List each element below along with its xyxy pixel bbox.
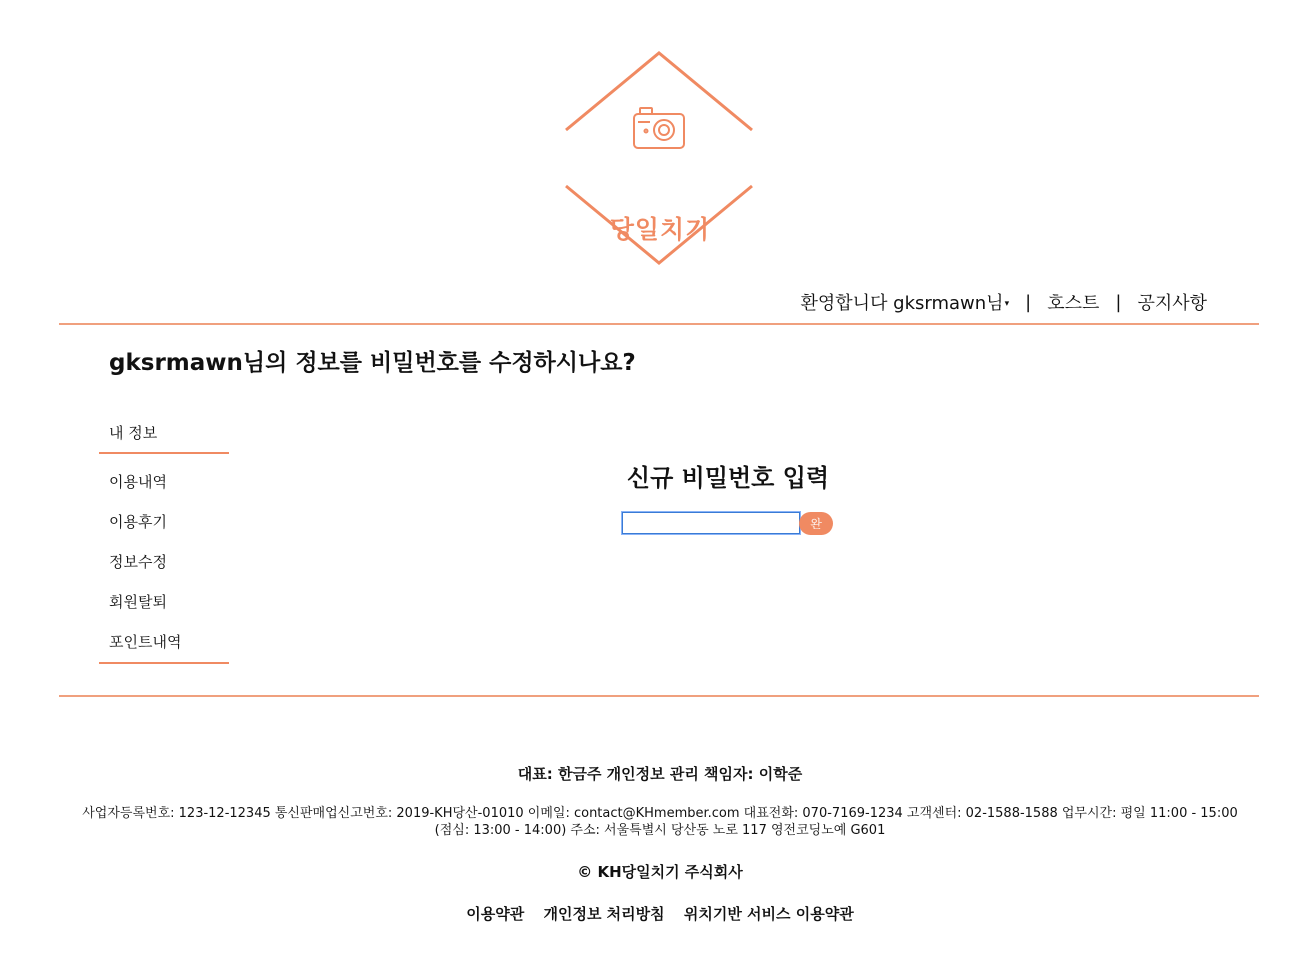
new-password-input[interactable]: [622, 512, 800, 534]
footer-links: [80, 903, 1240, 924]
sidebar-item-usage-history[interactable]: 이용내역: [109, 473, 167, 491]
nav-notice-link[interactable]: 공지사항: [1137, 293, 1207, 314]
camera-icon: [634, 108, 684, 148]
sidebar-item-edit-info[interactable]: 정보수정: [109, 553, 167, 571]
sidebar-item-points[interactable]: 포인트내역: [109, 633, 182, 651]
submit-button[interactable]: 완료: [799, 512, 833, 535]
welcome-text: 환영합니다 gksrmawn님: [800, 293, 1004, 314]
sidebar-header-my-info[interactable]: 내 정보: [99, 420, 229, 454]
footer-divider: [59, 695, 1259, 697]
page-title: gksrmawn님의 정보를 비밀번호를 수정하시나요?: [109, 350, 636, 376]
new-password-heading: 신규 비밀번호 입력: [626, 464, 830, 492]
footer-representatives: 대표: 한금주 개인정보 관리 책임자: 이학준: [517, 765, 803, 783]
sidebar: [99, 420, 229, 664]
footer-link-terms[interactable]: 이용약관: [466, 905, 525, 923]
footer-business-info: 사업자등록번호: 123-12-12345 통신판매업신고번호: 2019-KH당산-01010 이메일: contact@KHmember.com 대표전화: 070-7169-1234 고객센터: 02-1588-1588 업무시간: 평일 11:00 - 15:00 (점심: 13:00 - 14:00) 주소: 서울특별시 당산동 노로 117 영전코딩노예 G601: [82, 806, 1238, 838]
footer-link-privacy[interactable]: 개인정보 처리방침: [543, 905, 665, 923]
top-nav: [801, 289, 1207, 315]
brand-name: 당일치기: [609, 215, 711, 244]
sidebar-item-withdraw[interactable]: 회원탈퇴: [109, 593, 167, 611]
nav-separator: |: [1115, 291, 1122, 313]
chevron-down-icon: ▾: [1004, 299, 1010, 309]
nav-host-link[interactable]: 호스트: [1047, 293, 1100, 314]
header-divider: [59, 323, 1259, 325]
sidebar-item-reviews[interactable]: 이용후기: [109, 513, 167, 531]
footer-link-location-terms[interactable]: 위치기반 서비스 이용약관: [683, 905, 854, 923]
nav-separator: |: [1025, 291, 1032, 313]
footer-copyright: © KH당일치기 주식회사: [577, 863, 743, 881]
sidebar-bottom-divider: [99, 662, 229, 664]
site-logo[interactable]: [560, 50, 760, 268]
welcome-user-menu[interactable]: [801, 289, 1010, 315]
